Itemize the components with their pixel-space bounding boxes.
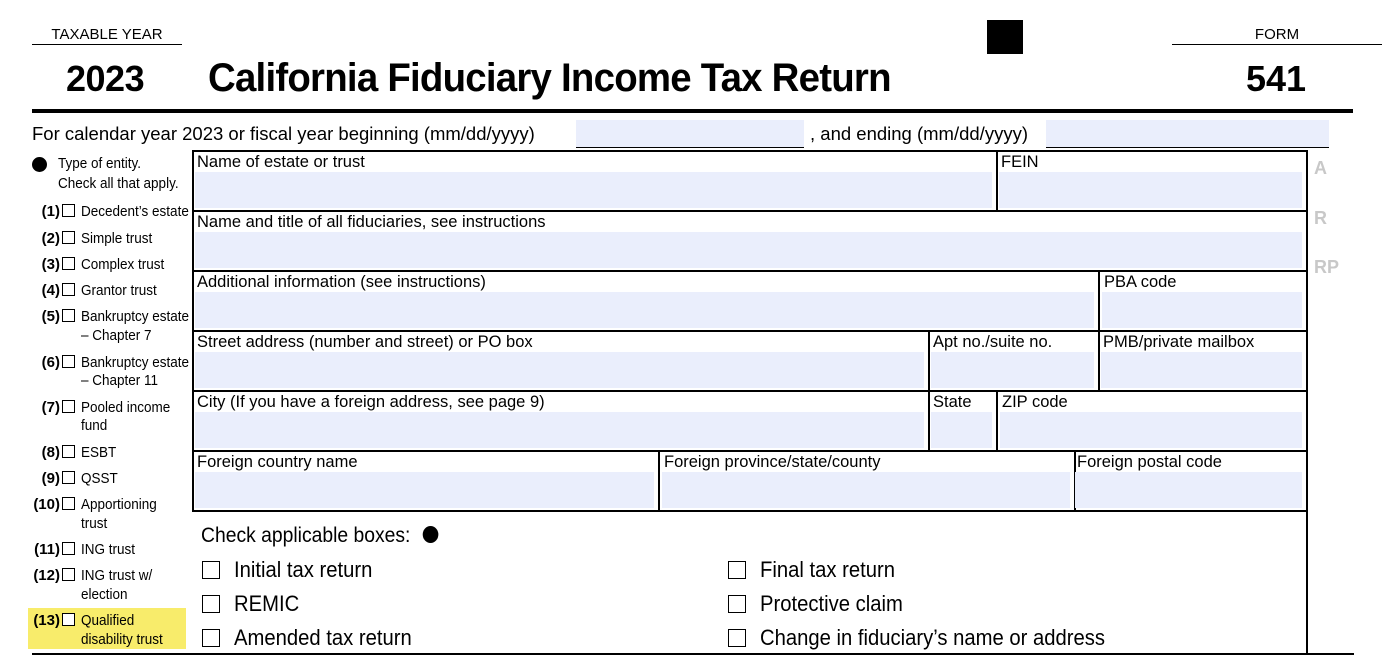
fiduciaries-label: Name and title of all fiduciaries, see instructions [197,213,546,231]
pmb-cell [1099,331,1306,390]
entity-heading-line2: Check all that apply. [58,175,179,192]
side-code-a: A [1314,158,1327,178]
entity-label-line2: disability trust [81,631,163,648]
pmb-label: PMB/private mailbox [1103,333,1255,351]
entity-checkbox[interactable] [62,309,75,322]
checkbox-label: Protective claim [760,591,903,616]
foreign-postal-cell [1073,451,1306,510]
header-divider [32,109,1353,113]
taxable-year-label: TAXABLE YEAR [32,26,182,45]
name-estate-label: Name of estate or trust [197,153,365,171]
pba-code-input[interactable] [1102,292,1302,328]
checkbox-label: Initial tax return [234,557,373,582]
entity-checkbox[interactable] [62,542,75,555]
entity-num: (13) [33,612,60,629]
entity-checkbox[interactable] [62,568,75,581]
tax-year: 2023 [66,58,145,99]
foreign-country-input[interactable] [195,472,654,508]
foreign-postal-input[interactable] [1075,472,1302,508]
apt-cell [929,331,1098,390]
pmb-input[interactable] [1101,352,1302,388]
entity-label: ESBT [81,444,117,461]
check-boxes-heading [201,524,439,548]
pba-code-cell [1100,271,1306,330]
entity-num: (10) [33,496,60,513]
form-number: 541 [1246,58,1307,99]
street-cell [193,331,928,390]
checkbox[interactable] [728,595,746,613]
grid-row-line [192,510,1308,512]
city-input[interactable] [195,412,924,448]
foreign-postal-label: Foreign postal code [1077,453,1222,471]
checkbox-label: Final tax return [760,557,895,582]
street-label: Street address (number and street) or PO box [197,333,533,351]
side-code-r: R [1314,208,1327,228]
checkbox-label: Change in fiduciary’s name or address [760,625,1106,650]
checkbox[interactable] [202,629,220,647]
zip-cell [998,391,1306,450]
entity-num: (9) [41,470,60,487]
entity-num: (8) [41,444,60,461]
entity-label-line2: – Chapter 11 [81,372,159,389]
entity-label: Bankruptcy estate [81,354,190,371]
fein-label: FEIN [1001,153,1039,171]
state-label: State [933,393,972,411]
city-cell [193,391,928,450]
entity-num: (6) [41,354,60,371]
foreign-country-cell [193,451,658,510]
bullet-icon [32,157,47,172]
entity-label: Pooled income [81,399,171,416]
fiduciaries-cell [193,211,1306,270]
entity-checkbox[interactable] [62,445,75,458]
state-input[interactable] [931,412,992,448]
entity-num: (5) [41,308,60,325]
entity-label: ING trust [81,541,136,558]
entity-label-line2: fund [81,417,108,434]
entity-num: (11) [34,541,60,558]
entity-checkbox[interactable] [62,613,75,626]
apt-input[interactable] [931,352,1094,388]
additional-info-cell [193,271,1098,330]
form-label: FORM [1172,26,1382,45]
apt-label: Apt no./suite no. [933,333,1053,351]
entity-checkbox[interactable] [62,400,75,413]
entity-label: QSST [81,470,118,487]
entity-checkbox[interactable] [62,497,75,510]
entity-num: (2) [41,230,60,247]
fein-cell [997,151,1306,210]
entity-label: Complex trust [81,256,165,273]
foreign-country-label: Foreign country name [197,453,358,471]
entity-checkbox[interactable] [62,283,75,296]
pba-code-label: PBA code [1104,273,1177,291]
entity-label-line2: trust [81,515,108,532]
entity-label: ING trust w/ [81,567,153,584]
entity-num: (1) [41,203,60,220]
name-estate-cell [193,151,996,210]
entity-num: (12) [33,567,60,584]
zip-input[interactable] [1000,412,1302,448]
entity-num: (7) [41,399,60,416]
checkbox-label: Amended tax return [234,625,412,650]
foreign-province-input[interactable] [662,472,1070,508]
zip-label: ZIP code [1002,393,1068,411]
calendar-end-label: , and ending (mm/dd/yyyy) [810,123,1028,144]
name-estate-input[interactable] [195,172,992,208]
street-input[interactable] [195,352,924,388]
additional-info-label: Additional information (see instructions) [197,273,486,291]
entity-checkbox[interactable] [62,471,75,484]
foreign-province-label: Foreign province/state/county [664,453,881,471]
fiscal-begin-input[interactable] [576,120,804,148]
additional-info-input[interactable] [195,292,1094,328]
entity-label-line2: election [81,586,128,603]
entity-checkbox[interactable] [62,204,75,217]
entity-label-line2: – Chapter 7 [81,327,152,344]
city-label: City (If you have a foreign address, see page 9) [197,393,545,411]
entity-checkbox[interactable] [62,231,75,244]
entity-label: Apportioning [81,496,157,513]
bullet-icon [423,526,439,543]
checkbox[interactable] [728,561,746,579]
checkbox[interactable] [202,595,220,613]
entity-label: Bankruptcy estate [81,308,190,325]
entity-checkbox[interactable] [62,257,75,270]
foreign-province-cell [660,451,1074,510]
fiduciaries-input[interactable] [195,232,1302,268]
fein-input[interactable] [999,172,1302,208]
calendar-begin-label: For calendar year 2023 or fiscal year beginning (mm/dd/yyyy) [32,123,535,144]
state-cell [929,391,996,450]
checkbox-label: REMIC [234,591,300,616]
entity-label: Qualified [81,612,135,629]
entity-label: Grantor trust [81,282,157,299]
fiscal-end-input[interactable] [1046,120,1329,148]
form-title: California Fiduciary Income Tax Return [208,56,891,100]
checkbox[interactable] [728,629,746,647]
entity-num: (4) [41,282,60,299]
checkbox[interactable] [202,561,220,579]
entity-heading-line1: Type of entity. [58,155,142,172]
side-code-rp: RP [1314,257,1340,277]
registration-mark [987,20,1023,54]
entity-label: Decedent’s estate [81,203,189,220]
entity-checkbox[interactable] [62,355,75,368]
entity-label: Simple trust [81,230,153,247]
bottom-border [32,653,1354,655]
check-boxes-heading-text: Check applicable boxes: [201,524,411,547]
entity-num: (3) [41,256,60,273]
grid-right-border [1306,150,1308,653]
